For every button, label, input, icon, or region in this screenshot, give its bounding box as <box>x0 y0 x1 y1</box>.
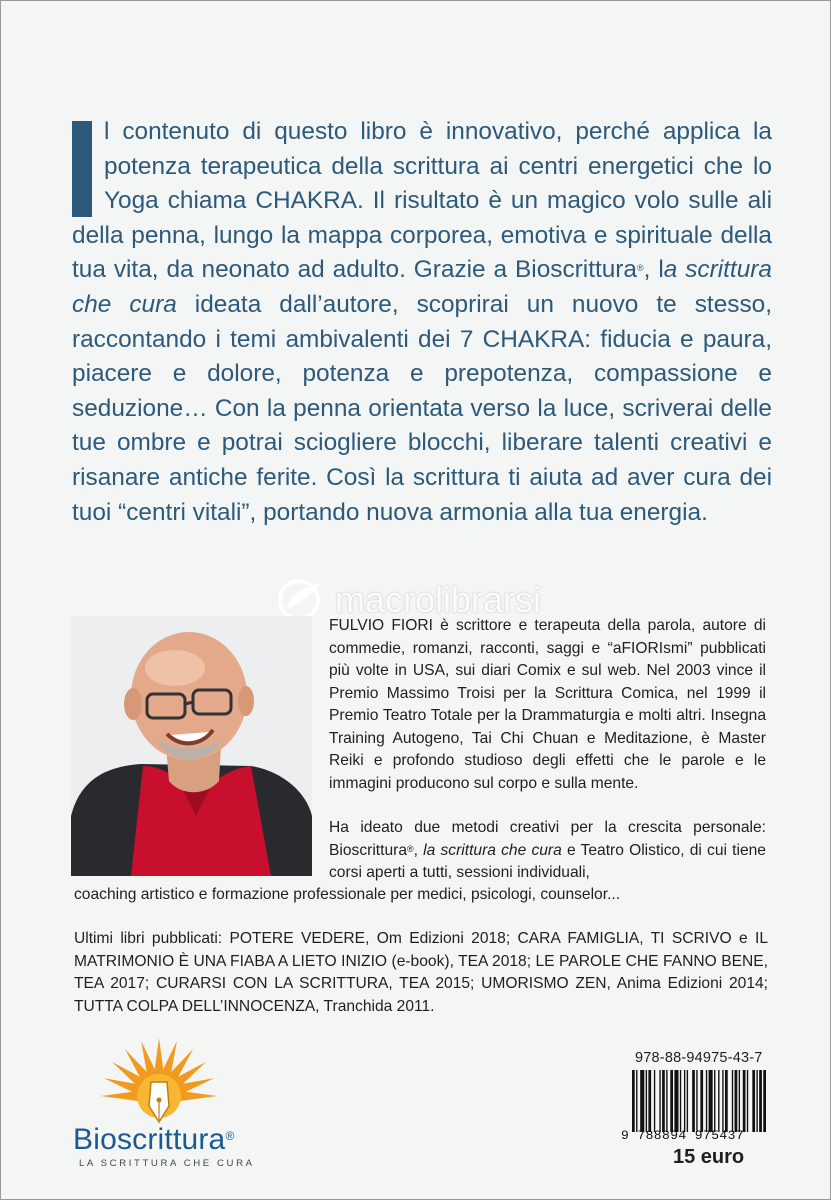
author-methods <box>329 817 766 885</box>
barcode-digits: 9 788894 975437 <box>621 1128 745 1143</box>
price-label: 15 euro <box>673 1146 745 1168</box>
registered-mark-bio: ® <box>407 843 414 854</box>
methods-text-1: Ha ideato due metodi creativi per la crescita personale: Bioscrittura <box>329 819 766 859</box>
intro-italic-phrase: a scrittura che cura <box>72 256 772 318</box>
isbn-number: 978-88-94975-43-7 <box>635 1050 763 1066</box>
registered-mark: ® <box>637 263 644 274</box>
intro-text-2: , l <box>643 256 664 284</box>
logo-wordmark <box>73 1123 235 1157</box>
author-portrait-image <box>71 616 312 876</box>
methods-text-2: , <box>413 841 424 859</box>
methods-text-3: e Teatro Olistico, di cui tiene corsi aperti a tutti, sessioni individuali, <box>329 841 766 881</box>
logo-registered-mark: ® <box>225 1129 235 1143</box>
intro-paragraph <box>72 115 772 530</box>
watermark-text: macrolibrarsi <box>335 579 542 620</box>
author-methods-continuation: coaching artistico e formazione professionale per medici, psicologi, counselor... <box>74 886 621 903</box>
drop-cap-bar <box>72 121 92 217</box>
author-bio: FULVIO FIORI è scrittore e terapeuta della parola, autore di commedie, romanzi, racconti, saggi e “aFIORIsmi” pubblicati più volte in USA, sui diari Comix e sul web. Nel 2003 vince il Premio Massimo Troisi per la Scrittura Comica, nel 1999 il Premio Teatro Totale per la Drammaturgia e molti altri. Insegna Training Autogeno, Tai Chi Chuan e Meditazione, è Master Reiki e profondo studioso degli effetti che le parole e le immagini producono sul corpo e sulla mente. <box>329 617 766 792</box>
barcode-icon <box>632 1070 766 1132</box>
author-photo <box>71 616 312 876</box>
logo-name: Bioscrittura <box>73 1123 226 1156</box>
logo-tagline: LA SCRITTURA CHE CURA <box>79 1158 255 1169</box>
intro-text-1: l contenuto di questo libro è innovativo, perché applica la potenza terapeutica della scrittura ai centri energetici che lo Yoga chiama CHAKRA. Il risultato è un magico volo sulle ali della penna, lungo la mappa corporea, emotiva e spirituale della tua vita, da neonato ad adulto. Grazie a Bioscrittura <box>72 118 772 284</box>
intro-text-3: ideata dall’autore, scoprirai un nuovo te stesso, raccontando i temi ambivalenti dei 7 CHAKRA: fiducia e paura, piacere e dolore, potenza e prepotenza, compassione e seduzione… Con la penna orientata verso la luce, scriverai delle tue ombre e potrai sciogliere blocchi, liberare talenti creativi e risanare antiche ferite. Così la scrittura ti aiuta ad aver cura dei tuoi “centri vitali”, portando nuova armonia alla tua energia. <box>72 290 772 526</box>
latest-books: Ultimi libri pubblicati: POTERE VEDERE, Om Edizioni 2018; CARA FAMIGLIA, TI SCRIVO e IL MATRIMONIO È UNA FIABA A LIETO INIZIO (e-book), TEA 2018; LE PAROLE CHE FANNO BENE, TEA 2017; CURARSI CON LA SCRITTURA, TEA 2015; UMORISMO ZEN, Anima Edizioni 2014; TUTTA COLPA DELL’INNOCENZA, Tranchida 2011. <box>74 930 768 1015</box>
methods-italic-phrase: la scrittura che cura <box>423 841 562 859</box>
